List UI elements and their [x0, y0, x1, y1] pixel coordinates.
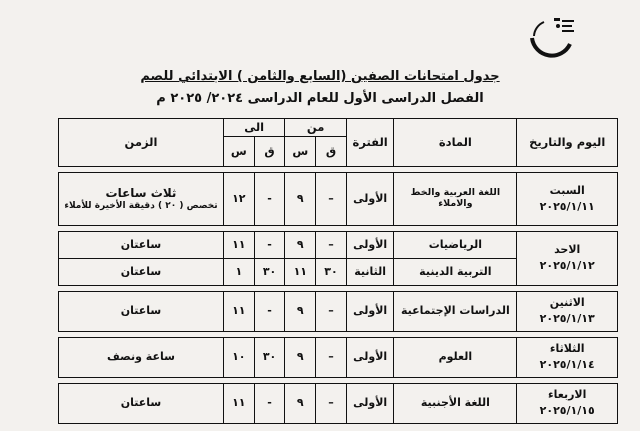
from-hours-cell: ١١	[285, 259, 316, 286]
duration-cell: ساعتان	[59, 291, 224, 331]
table-row	[59, 232, 618, 259]
from-hours-cell: ٩	[285, 291, 316, 331]
from-hours-cell: ٩	[285, 232, 316, 259]
day-date-cell: الاثنين ٢٠٢٥/١/١٣	[517, 291, 618, 331]
duration-cell: ساعتان	[59, 232, 224, 259]
period-cell: الأولى	[346, 172, 394, 226]
period-cell: الأولى	[346, 291, 394, 331]
header-to-minutes: ق	[254, 137, 285, 167]
subject-cell: العلوم	[394, 337, 517, 377]
from-minutes-cell: –	[316, 172, 347, 226]
to-hours-cell: ١١	[223, 383, 254, 423]
period-cell: الأولى	[346, 232, 394, 259]
to-hours-cell: ١١	[223, 232, 254, 259]
day-date-cell: الاحد ٢٠٢٥/١/١٢	[517, 232, 618, 286]
duration-cell: ساعة ونصف	[59, 337, 224, 377]
header-from: من	[285, 119, 346, 137]
table-row	[59, 172, 618, 226]
to-hours-cell: ١٠	[223, 337, 254, 377]
table-row	[59, 383, 618, 423]
header-subject: المادة	[394, 119, 517, 167]
header-to-hours: س	[223, 137, 254, 167]
to-minutes-cell: -	[254, 232, 285, 259]
table-row	[59, 337, 618, 377]
to-minutes-cell: ٣٠	[254, 259, 285, 286]
exam-schedule-table	[58, 118, 618, 424]
period-cell: الأولى	[346, 383, 394, 423]
header-day-date: اليوم والتاريخ	[517, 119, 618, 167]
subject-cell: اللغة العربية والخط والاملاء	[394, 172, 517, 226]
to-minutes-cell: ٣٠	[254, 337, 285, 377]
duration-cell: ثلاث ساعات تخصص ( ٢٠ ) دقيقة الأخيرة للأملاء	[59, 172, 224, 226]
to-minutes-cell: -	[254, 172, 285, 226]
period-cell: الأولى	[346, 337, 394, 377]
subject-cell: اللغة الأجنبية	[394, 383, 517, 423]
duration-cell: ساعتان	[59, 259, 224, 286]
page-subtitle: الفصل الدراسى الأول للعام الدراسى ٢٠٢٤/ ٢٠٢٥ م	[156, 91, 484, 106]
from-minutes-cell: –	[316, 291, 347, 331]
table-row	[59, 291, 618, 331]
header-to: الى	[223, 119, 284, 137]
to-hours-cell: ١١	[223, 291, 254, 331]
from-minutes-cell: ٣٠	[316, 259, 347, 286]
day-date-cell: الاربعاء ٢٠٢٥/١/١٥	[517, 383, 618, 423]
period-cell: الثانية	[346, 259, 394, 286]
page-title: جدول امتحانات الصفين (السابع والثامن ) الابتدائي للصم	[140, 69, 500, 84]
to-minutes-cell: -	[254, 383, 285, 423]
from-minutes-cell: –	[316, 232, 347, 259]
day-date-cell: الثلاثاء ٢٠٢٥/١/١٤	[517, 337, 618, 377]
ministry-logo	[522, 8, 582, 60]
subject-cell: التربية الدينية	[394, 259, 517, 286]
from-hours-cell: ٩	[285, 337, 316, 377]
from-minutes-cell: –	[316, 337, 347, 377]
subject-cell: الرياضيات	[394, 232, 517, 259]
header-from-minutes: ق	[316, 137, 347, 167]
from-minutes-cell: –	[316, 383, 347, 423]
to-hours-cell: ١٢	[223, 172, 254, 226]
subject-cell: الدراسات الإجتماعية	[394, 291, 517, 331]
header-duration: الزمن	[59, 119, 224, 167]
duration-cell: ساعتان	[59, 383, 224, 423]
to-minutes-cell: -	[254, 291, 285, 331]
day-date-cell: السبت ٢٠٢٥/١/١١	[517, 172, 618, 226]
from-hours-cell: ٩	[285, 383, 316, 423]
header-from-hours: س	[285, 137, 316, 167]
to-hours-cell: ١	[223, 259, 254, 286]
header-period: الفترة	[346, 119, 394, 167]
from-hours-cell: ٩	[285, 172, 316, 226]
